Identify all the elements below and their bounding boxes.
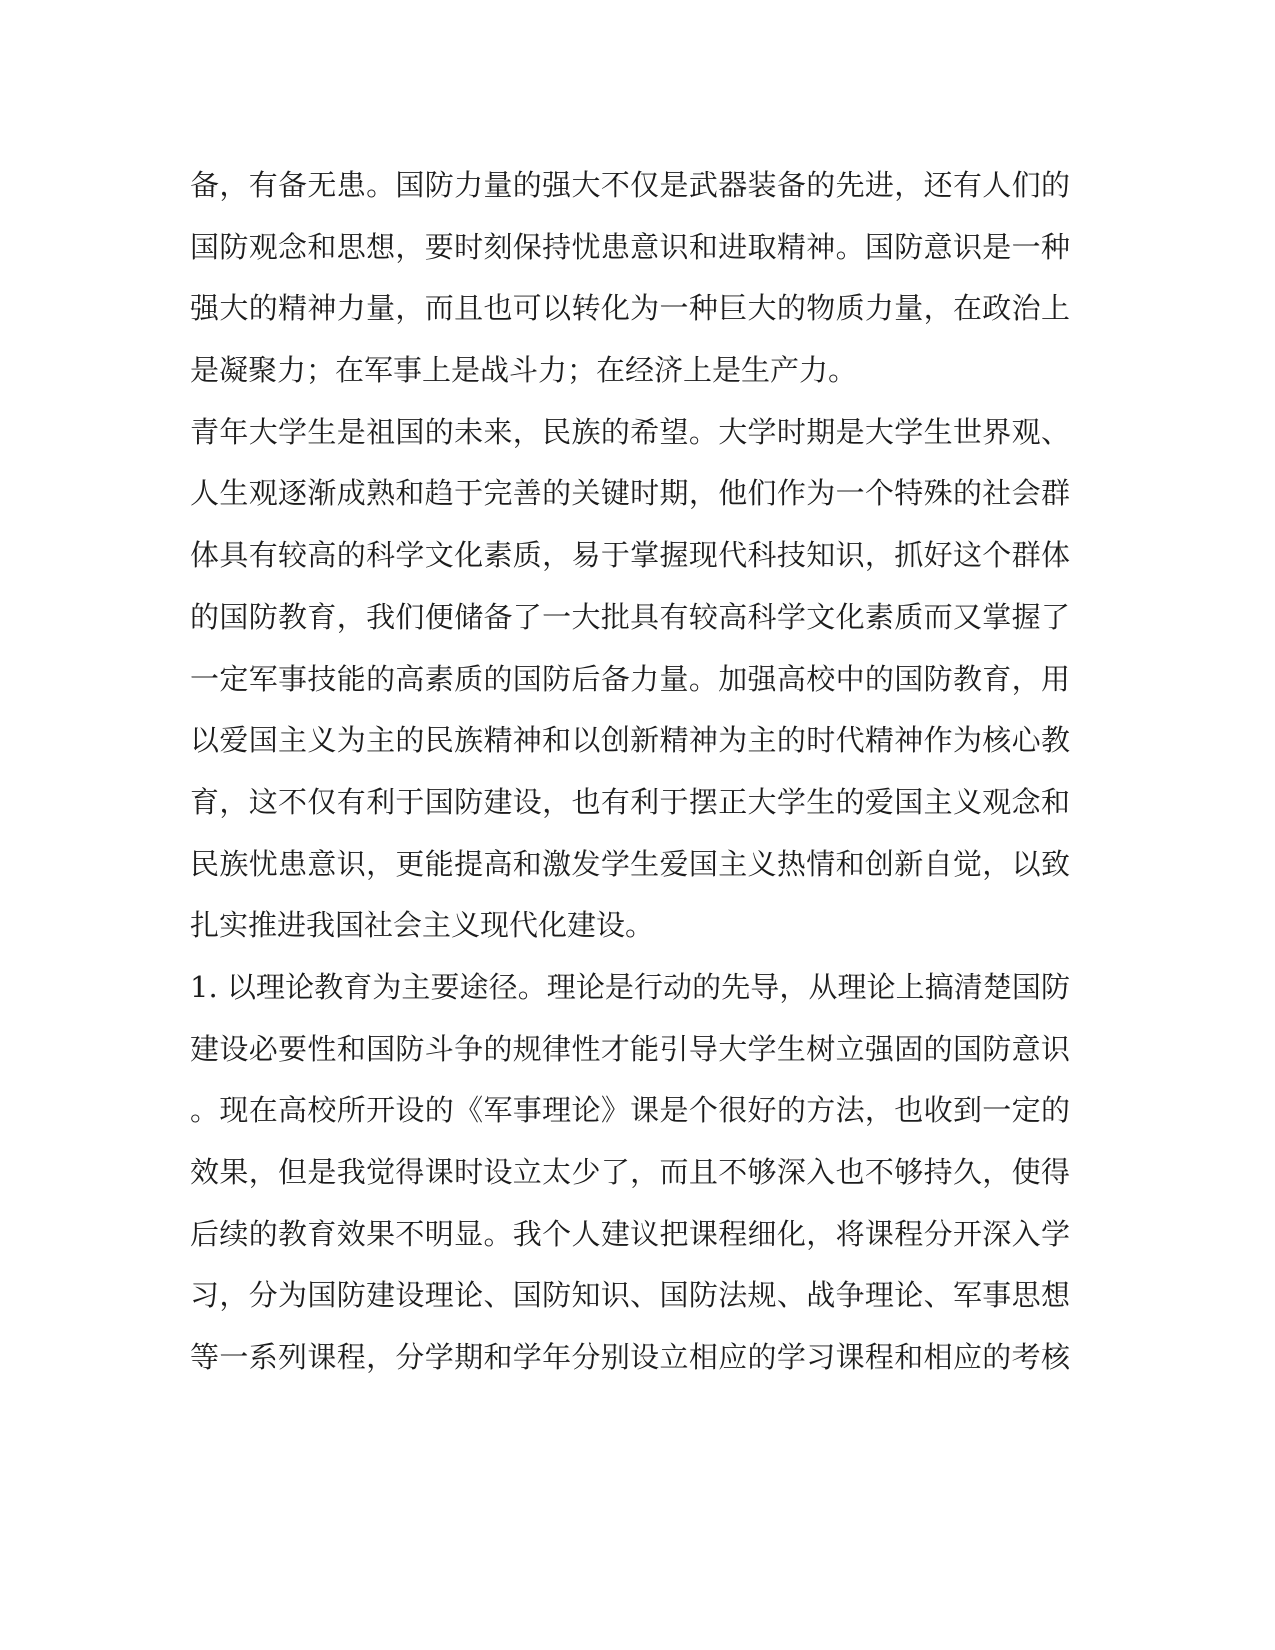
text-line: 的国防教育，我们便储备了一大批具有较高科学文化素质而又掌握了 bbox=[190, 599, 1070, 634]
text-line: 以爱国主义为主的民族精神和以创新精神为主的时代精神作为核心教 bbox=[190, 723, 1070, 758]
text-line: 人生观逐渐成熟和趋于完善的关键时期，他们作为一个特殊的社会群 bbox=[190, 476, 1070, 511]
text-line: 1. 以理论教育为主要途径。理论是行动的先导，从理论上搞清楚国防 bbox=[190, 969, 1070, 1004]
text-line: 青年大学生是祖国的未来，民族的希望。大学时期是大学生世界观、 bbox=[190, 414, 1070, 449]
text-line: 强大的精神力量，而且也可以转化为一种巨大的物质力量，在政治上 bbox=[190, 291, 1070, 326]
text-line: 育，这不仅有利于国防建设，也有利于摆正大学生的爱国主义观念和 bbox=[190, 784, 1070, 819]
text-line: 后续的教育效果不明显。我个人建议把课程细化，将课程分开深入学 bbox=[190, 1216, 1070, 1251]
text-line: 是凝聚力；在军事上是战斗力；在经济上是生产力。 bbox=[190, 353, 858, 388]
text-line: 体具有较高的科学文化素质，易于掌握现代科技知识，抓好这个群体 bbox=[190, 538, 1070, 573]
text-line: 习，分为国防建设理论、国防知识、国防法规、战争理论、军事思想 bbox=[190, 1278, 1070, 1313]
text-line: 等一系列课程，分学期和学年分别设立相应的学习课程和相应的考核 bbox=[190, 1340, 1070, 1375]
text-line: 。现在高校所开设的《军事理论》课是个很好的方法，也收到一定的 bbox=[190, 1093, 1070, 1128]
text-line: 建设必要性和国防斗争的规律性才能引导大学生树立强固的国防意识 bbox=[190, 1031, 1070, 1066]
text-line: 国防观念和思想，要时刻保持忧患意识和进取精神。国防意识是一种 bbox=[190, 229, 1070, 264]
text-line: 效果，但是我觉得课时设立太少了，而且不够深入也不够持久，使得 bbox=[190, 1155, 1070, 1189]
text-line: 备，有备无患。国防力量的强大不仅是武器装备的先进，还有人们的 bbox=[190, 168, 1070, 202]
text-line: 民族忧患意识，更能提高和激发学生爱国主义热情和创新自觉，以致 bbox=[190, 846, 1070, 881]
text-line: 扎实推进我国社会主义现代化建设。 bbox=[190, 908, 655, 943]
body-text bbox=[190, 155, 1070, 1389]
text-line: 一定军事技能的高素质的国防后备力量。加强高校中的国防教育，用 bbox=[190, 661, 1070, 696]
